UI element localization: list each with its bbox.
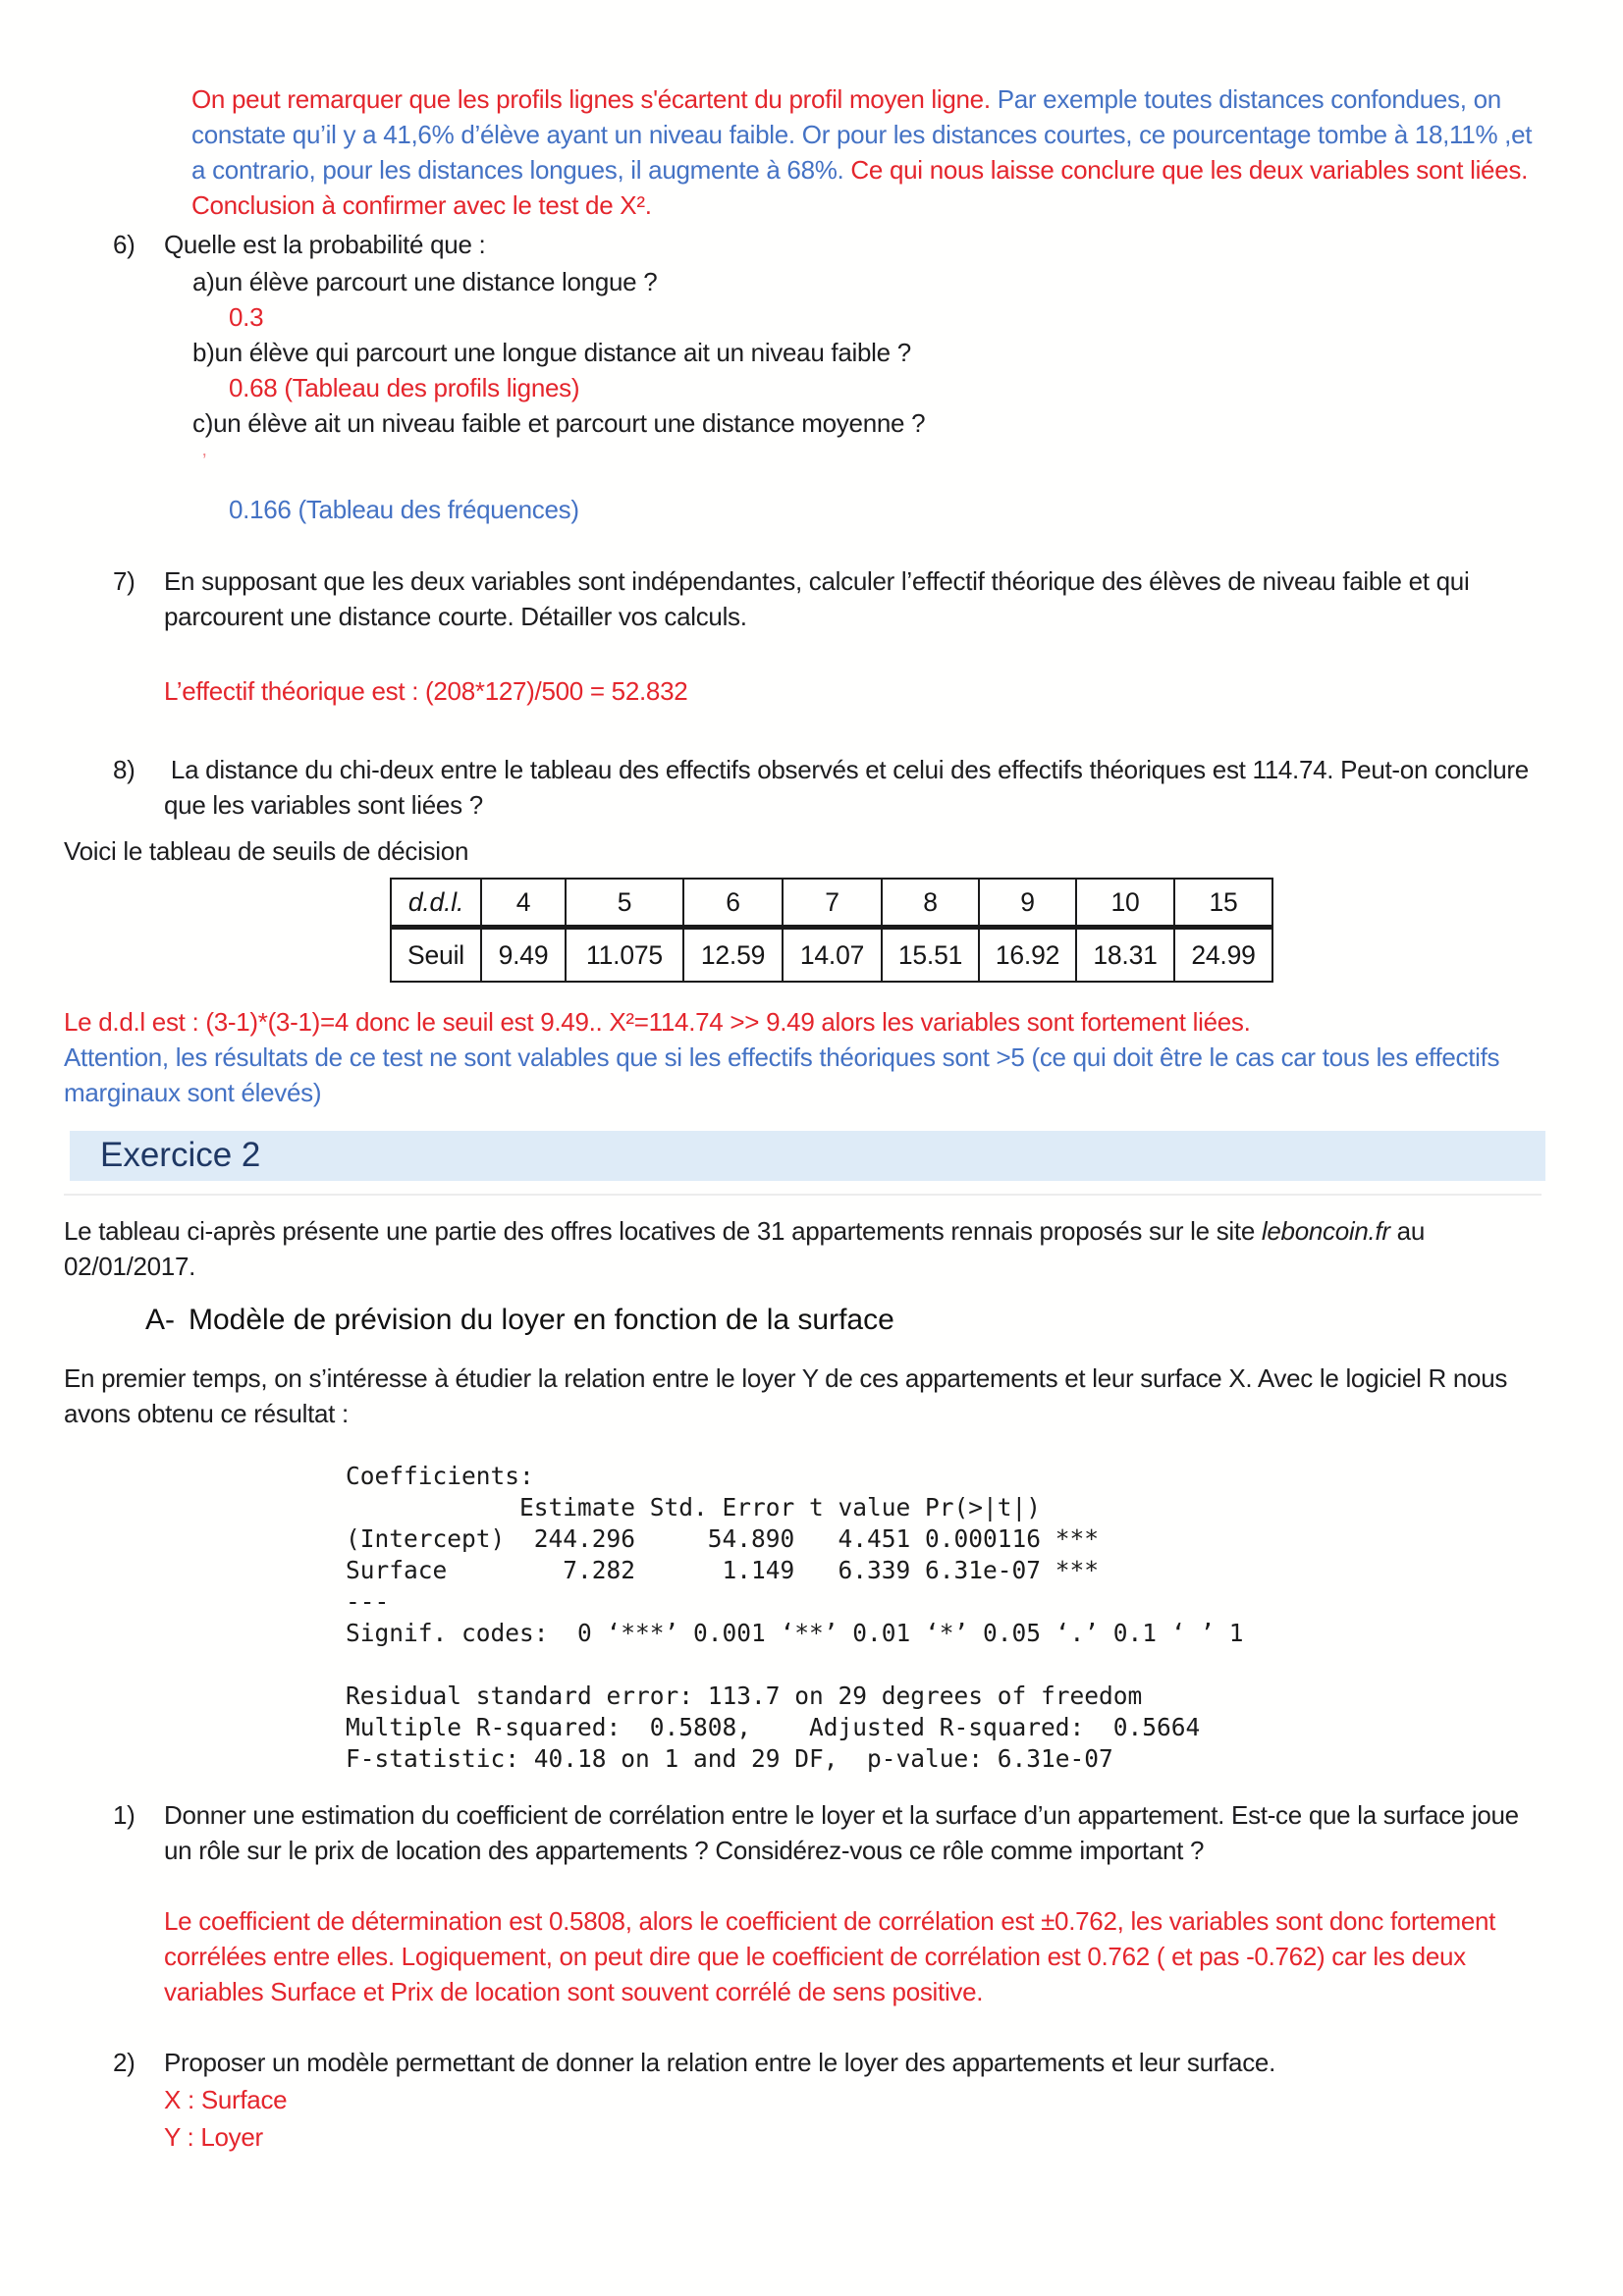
r-line-intercept: (Intercept) 244.296 54.890 4.451 0.000116 *** (346, 1524, 1100, 1553)
note-blue: Attention, les résultats de ce test ne sont valables que si les effectifs théoriques sont >5 (ce qui doit être le cas car tous les effectifs marginaux sont élevés) (64, 1042, 1500, 1107)
r-line-residual-error: Residual standard error: 113.7 on 29 degrees of freedom (346, 1682, 1143, 1710)
answer-1: Le coefficient de détermination est 0.5808, alors le coefficient de corrélation est ±0.762, les variables sont donc fortement corrélées entre elles. Logiquement, on peut dire que le coefficient de corrélation est 0.762 ( et pas -0.762) car les deux variables Surface et Prix de location sont souvent corrélé de sens positive. (164, 1906, 1496, 2006)
seuil-cell-2: 11.075 (566, 927, 683, 982)
question-6a-text: un élève parcourt une distance longue ? (214, 267, 658, 296)
section-a-heading (145, 1302, 1520, 1339)
commentary-red-2: Ce qui nous laisse conclure que les deux variables sont liées. Conclusion à confirmer avec le test de X². (191, 155, 1529, 220)
r-line-separator: --- (346, 1587, 390, 1616)
section-a-title: Modèle de prévision du loyer en fonction de la surface (189, 1304, 894, 1336)
exercice-2-intro-text: Le tableau ci-après présente une partie des offres locatives de 31 appartements rennais proposés sur le site (64, 1216, 1262, 1246)
seuil-table-data-row (391, 927, 1272, 982)
question-6c-text: un élève ait un niveau faible et parcourt une distance moyenne ? (213, 408, 926, 438)
seuil-header-8: 8 (882, 879, 979, 927)
seuil-table-header-row (391, 879, 1272, 927)
question-6a (192, 264, 1528, 299)
question-8 (113, 752, 1532, 823)
seuil-header-ddl: d.d.l. (391, 879, 481, 927)
seuil-header-7: 7 (783, 879, 882, 927)
seuil-table (390, 878, 1273, 983)
seuil-table-intro: Voici le tableau de seuils de décision (64, 836, 469, 866)
question-6 (113, 227, 1527, 262)
exercice-2-intro (64, 1213, 1537, 1284)
question-2-text: Proposer un modèle permettant de donner la relation entre le loyer des appartements et leur surface. (164, 2048, 1276, 2077)
section-a-label: A- (145, 1304, 175, 1336)
question-6-number: 6) (113, 230, 135, 259)
heading-rule (64, 1194, 1542, 1196)
question-7-number: 7) (113, 566, 135, 596)
question-8-number: 8) (113, 755, 135, 784)
seuil-header-6: 6 (683, 879, 783, 927)
seuil-header-4: 4 (481, 879, 566, 927)
seuil-cell-7: 18.31 (1076, 927, 1174, 982)
answer-6c: 0.166 (Tableau des fréquences) (229, 495, 579, 524)
question-8-text: La distance du chi-deux entre le tableau des effectifs observés et celui des effectifs théoriques est 114.74. Peut-on conclure que les variables sont liées ? (164, 755, 1529, 820)
commentary-paragraph (191, 81, 1535, 223)
question-6-text: Quelle est la probabilité que : (164, 230, 486, 259)
site-name: leboncoin.fr (1261, 1216, 1390, 1246)
commentary-blue: Par exemple toutes distances confondues, on constate qu’il y a 41,6% d’élève ayant un niveau faible. Or pour les distances courtes, ce pourcentage tombe à 18,11% ,et a contrario, pour les distances longues, il augmente à 68%. (191, 84, 1533, 185)
seuil-cell-1: 9.49 (481, 927, 566, 982)
answer-2-x: X : Surface (164, 2085, 288, 2114)
r-line-surface: Surface 7.282 1.149 6.339 6.31e-07 *** (346, 1556, 1100, 1584)
seuil-cell-4: 14.07 (783, 927, 882, 982)
exercice-2-intro-date: au 02/01/2017. (64, 1216, 1425, 1281)
question-7 (113, 563, 1532, 634)
answer-6b: 0.68 (Tableau des profils lignes) (229, 373, 580, 402)
seuil-header-5: 5 (566, 879, 683, 927)
question-2 (113, 2045, 1532, 2080)
answer-7: L’effectif théorique est : (208*127)/500 = 52.832 (164, 676, 688, 706)
r-line-f-statistic: F-statistic: 40.18 on 1 and 29 DF, p-value: 6.31e-07 (346, 1744, 1113, 1773)
question-6c (192, 405, 1528, 441)
seuil-cell-6: 16.92 (979, 927, 1076, 982)
r-line-signif-codes: Signif. codes: 0 ‘***’ 0.001 ‘**’ 0.01 ‘*’ 0.05 ‘.’ 0.1 ‘ ’ 1 (346, 1619, 1244, 1647)
r-line-coefficients: Coefficients: (346, 1462, 534, 1490)
conclusion-red: Le d.d.l est : (3-1)*(3-1)=4 donc le seuil est 9.49.. X²=114.74 >> 9.49 alors les variables sont fortement liées. (64, 1007, 1251, 1037)
seuil-cell-8: 24.99 (1174, 927, 1272, 982)
r-line-blank (346, 1649, 1244, 1681)
question-1-number: 1) (113, 1800, 135, 1830)
seuil-header-15: 15 (1174, 879, 1272, 927)
answer-2-y: Y : Loyer (164, 2122, 263, 2152)
question-6a-letter: a) (192, 267, 215, 296)
question-6b (192, 335, 1528, 370)
stray-mark: ’ (202, 451, 207, 472)
question-6b-letter: b) (192, 338, 215, 367)
question-2-number: 2) (113, 2048, 135, 2077)
section-a-paragraph: En premier temps, on s’intéresse à étudier la relation entre le loyer Y de ces appartements et leur surface X. Avec le logiciel R nous avons obtenu ce résultat : (64, 1363, 1508, 1428)
r-output-block (346, 1461, 1244, 1775)
question-6b-text: un élève qui parcourt une longue distance ait un niveau faible ? (214, 338, 911, 367)
seuil-cell-label: Seuil (391, 927, 481, 982)
commentary-red-1: On peut remarquer que les profils lignes s'écartent du profil moyen ligne. (191, 84, 998, 114)
seuil-cell-3: 12.59 (683, 927, 783, 982)
question-6c-letter: c) (192, 408, 214, 438)
question-1-text: Donner une estimation du coefficient de corrélation entre le loyer et la surface d’un appartement. Est-ce que la surface joue un rôle sur le prix de location des appartements ? Considérez-vous ce rôle comme important ? (164, 1800, 1519, 1865)
exercice-2-heading: Exercice 2 (70, 1131, 1545, 1181)
answer-6a: 0.3 (229, 302, 264, 332)
r-line-r-squared: Multiple R-squared: 0.5808, Adjusted R-squared: 0.5664 (346, 1713, 1201, 1741)
r-line-header: Estimate Std. Error t value Pr(>|t|) (346, 1493, 1042, 1522)
seuil-header-10: 10 (1076, 879, 1174, 927)
question-7-text: En supposant que les deux variables sont indépendantes, calculer l’effectif théorique des élèves de niveau faible et qui parcourent une distance courte. Détailler vos calculs. (164, 566, 1470, 631)
seuil-cell-5: 15.51 (882, 927, 979, 982)
question-1 (113, 1797, 1532, 1868)
seuil-header-9: 9 (979, 879, 1076, 927)
